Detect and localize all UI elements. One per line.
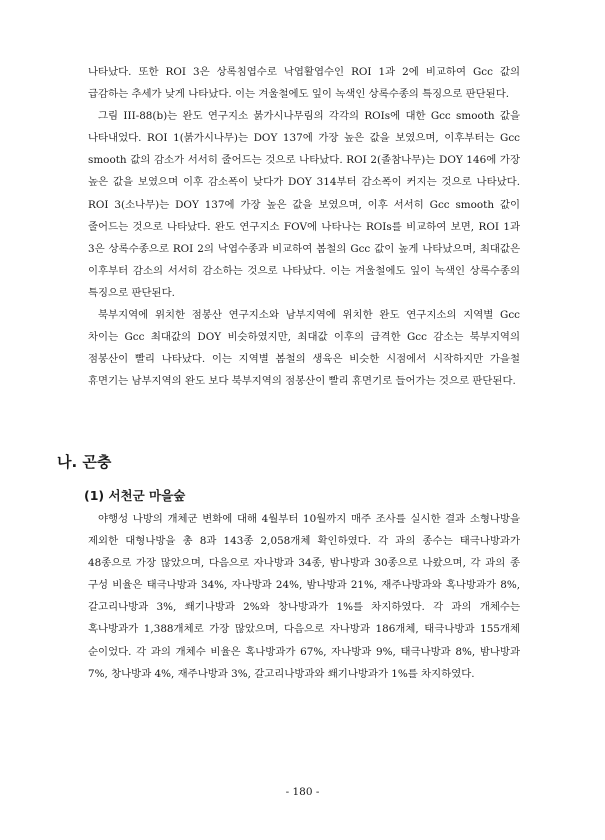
body-text-top: [88, 61, 520, 392]
paragraph-roi3-conclusion: 나타났다. 또한 ROI 3은 상록침엽수로 낙엽활엽수인 ROI 1과 2에 비교하여 Gcc 값의 급감하는 추세가 낮게 나타났다. 이는 겨울철에도 잎이 녹색인 상록수종의 특징으로 판단된다.: [88, 66, 520, 101]
subsection-heading: (1) 서천군 마을숲: [84, 488, 186, 503]
body-text-bottom: [88, 508, 520, 685]
paragraph-regional-comparison: 북부지역에 위치한 점봉산 연구지소와 남부지역에 위치한 완도 연구지소의 지역별 Gcc 차이는 Gcc 최대값의 DOY 비슷하였지만, 최대값 이후의 급격한 Gcc 감소는 북부지역의 점봉산이 빨리 나타났다. 이는 지역별 봄철의 생육은 비슷한 시점에서 시작하지만 가을철 휴면기는 남부지역의 완도 보다 북부지역의 점봉산이 빨리 휴면기로 들어가는 것으로 판단된다.: [88, 309, 520, 388]
paragraph-wando-roi-analysis: 그림 III-88(b)는 완도 연구지소 붉가시나무림의 각각의 ROIs에 대한 Gcc smooth 값을 나타내었다. ROI 1(붉가시나무)는 DOY 137에 가장 높은 값을 보였으며, 이후부터는 Gcc smooth 값의 감소가 서서히 줄어드는 것으로 나타났다. ROI 2(졸참나무)는 DOY 146에 가장 높은 값을 보였으며 이후 감소폭이 낮다가 DOY 314부터 감소폭이 커지는 것으로 나타났다. ROI 3(소나무)는 DOY 137에 가장 높은 값을 보였으며, 이후 서서히 Gcc smooth 값이 줄어드는 것으로 나타났다. 완도 연구지소 FOV에 나타나는 ROIs를 비교하여 보면, ROI 1과 3은 상록수종으로 ROI 2의 낙엽수종과 비교하여 봄철의 Gcc 값이 높게 나타났으며, 최대값은 이후부터 감소의 서서히 감소하는 것으로 나타났다. 이는 겨울철에도 잎이 녹색인 상록수종의 특징으로 판단된다.: [88, 110, 520, 299]
page-number: - 180 -: [285, 786, 320, 798]
paragraph-moth-survey: 야행성 나방의 개체군 변화에 대해 4월부터 10월까지 매주 조사를 실시한 결과 소형나방을 제외한 대형나방을 총 8과 143종 2,058개체 확인하였다. 각 과의 종수는 태극나방과가 48종으로 가장 많았으며, 다음으로 자나방과 34종, 밤나방과 30종으로 나왔으며, 각 과의 종 구성 비율은 태극나방과 34%, 자나방과 24%, 밤나방과 21%, 재주나방과와 혹나방과가 8%, 갈고리나방과 3%, 쐐기나방과 2%와 창나방과가 1%를 차지하였다. 각 과의 개체수는 혹나방과가 1,388개체로 가장 많았으며, 다음으로 자나방과 186개체, 태극나방과 155개체 순이었다. 각 과의 개체수 비율은 혹나방과가 67%, 자나방과 9%, 태극나방과 8%, 밤나방과 7%, 창나방과 4%, 재주나방과 3%, 갈고리나방과와 쐐기나방과가 1%를 차지하였다.: [88, 513, 520, 680]
section-heading: 나. 곤충: [57, 453, 112, 471]
